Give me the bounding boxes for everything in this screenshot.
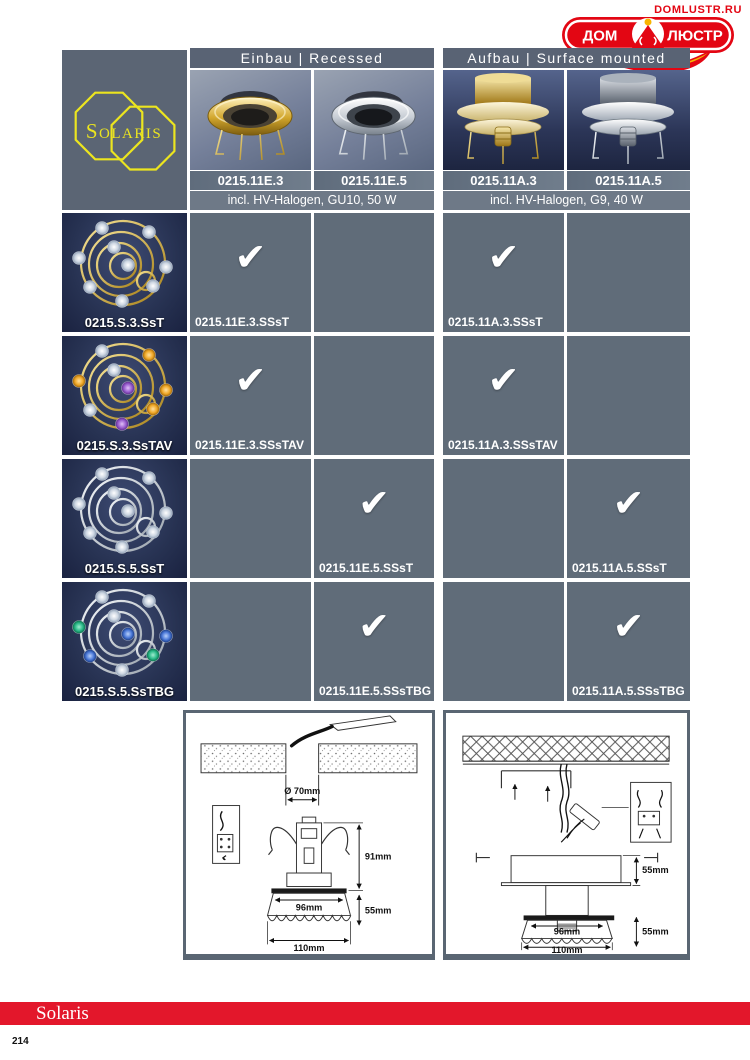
dim-plate-width: 96mm	[553, 926, 581, 937]
matrix-cell	[567, 582, 690, 701]
product-code: 0215.S.3.SsT	[84, 315, 165, 330]
header-group-surface: Aufbau | Surface mounted	[443, 48, 690, 68]
product-photo-cell	[62, 336, 187, 455]
matrix-cell	[314, 213, 434, 332]
matrix-cell	[443, 336, 564, 455]
cell-product-code: 0215.11E.5.SSsTBG	[319, 684, 432, 698]
dim-canopy-height: 55mm	[642, 865, 669, 876]
header-subtitle-surface: incl. HV-Halogen, G9, 40 W	[443, 191, 690, 210]
cell-product-code: 0215.11A.3.SSsT	[448, 315, 543, 329]
product-code: 0215.S.5.SsT	[84, 561, 165, 576]
matrix-cell	[443, 213, 564, 332]
cell-product-code: 0215.11E.5.SSsT	[319, 561, 414, 575]
badge-right-text: ЛЮСТР	[667, 27, 723, 45]
photo-recessed-gold	[190, 70, 311, 170]
dim-height: 91mm	[364, 851, 392, 862]
check-icon: ✔	[487, 360, 520, 402]
check-icon: ✔	[487, 237, 520, 279]
cell-product-code: 0215.11A.3.SSsTAV	[448, 438, 558, 452]
check-icon: ✔	[234, 237, 267, 279]
photo-surface-gold	[443, 70, 564, 170]
dim-shade-height: 55mm	[642, 926, 669, 937]
footer-series-title: Solaris	[36, 1003, 89, 1024]
solaris-logo	[62, 50, 187, 210]
check-icon: ✔	[358, 606, 390, 648]
matrix-cell	[443, 582, 564, 701]
matrix-cell	[190, 336, 311, 455]
site-url[interactable]: DOMLUSTR.RU	[654, 4, 742, 16]
cell-product-code: 0215.11E.3.SSsTAV	[195, 438, 304, 452]
photo-surface-chrome	[567, 70, 690, 170]
matrix-cell	[314, 582, 434, 701]
product-photo-cell	[62, 459, 187, 578]
dim-plate-width: 96mm	[295, 902, 323, 913]
header-group-recessed: Einbau | Recessed	[190, 48, 434, 68]
product-photo-cell	[62, 582, 187, 701]
header-code: 0215.11E.5	[314, 171, 434, 190]
product-code: 0215.S.3.SsTAV	[76, 438, 173, 453]
dim-cutout: Ø 70mm	[284, 785, 321, 796]
brand-logo-cell	[62, 50, 187, 210]
check-icon: ✔	[358, 483, 390, 525]
check-icon: ✔	[612, 483, 645, 525]
matrix-cell	[443, 459, 564, 578]
check-icon: ✔	[612, 606, 645, 648]
product-photo-cell	[62, 213, 187, 332]
matrix-cell	[190, 459, 311, 578]
photo-recessed-chrome	[314, 70, 434, 170]
matrix-cell	[190, 213, 311, 332]
matrix-cell	[567, 213, 690, 332]
dim-overall-width: 110mm	[551, 945, 583, 954]
matrix-cell	[314, 459, 434, 578]
diagram-surface-install	[443, 710, 690, 960]
dim-overall-width: 110mm	[293, 943, 325, 954]
cell-product-code: 0215.11A.5.SSsT	[572, 561, 667, 575]
badge-left-text: ДОМ	[582, 27, 618, 45]
matrix-cell	[314, 336, 434, 455]
matrix-cell	[567, 459, 690, 578]
brand-name: SOLARIS	[85, 119, 163, 143]
footer-series-bar	[0, 1002, 750, 1025]
dim-shade-height: 55mm	[364, 905, 392, 916]
cell-product-code: 0215.11E.3.SSsT	[195, 315, 290, 329]
diagram-recessed-install	[183, 710, 435, 960]
header-subtitle-recessed: incl. HV-Halogen, GU10, 50 W	[190, 191, 434, 210]
product-code: 0215.S.5.SsTBG	[75, 684, 174, 699]
matrix-cell	[190, 582, 311, 701]
header-code: 0215.11A.3	[443, 171, 564, 190]
cell-product-code: 0215.11A.5.SSsTBG	[572, 684, 685, 698]
matrix-cell	[567, 336, 690, 455]
check-icon: ✔	[234, 360, 267, 402]
header-code: 0215.11A.5	[567, 171, 690, 190]
page-number: 214	[12, 1036, 29, 1047]
header-code: 0215.11E.3	[190, 171, 311, 190]
